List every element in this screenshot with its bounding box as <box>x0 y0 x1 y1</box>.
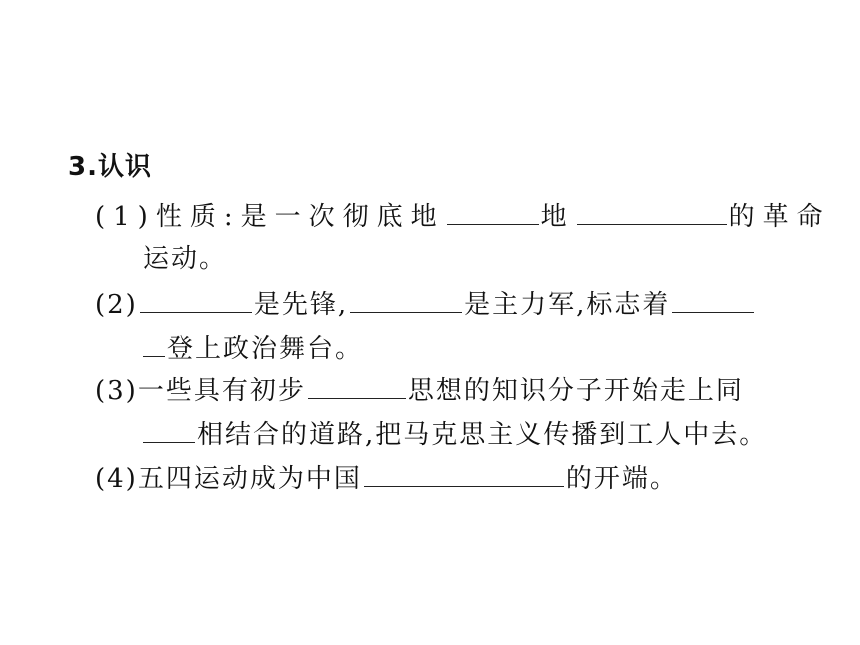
item-2-blank-3[interactable] <box>672 286 754 313</box>
item-3-blank-1[interactable] <box>308 372 406 399</box>
item-3-blank-2[interactable] <box>143 416 195 443</box>
item-1-line <box>95 198 831 234</box>
item-1-blank-2[interactable] <box>577 198 727 225</box>
item-1-blank-1[interactable] <box>447 198 539 225</box>
section-heading: 3.认识 <box>68 152 152 182</box>
item-2-blank-3-tail[interactable] <box>143 330 165 357</box>
item-3-line <box>95 372 744 408</box>
item-2-line <box>95 286 756 322</box>
item-2-text-a: 是先锋, <box>253 290 349 320</box>
item-3-text-a: 一些具有初步 <box>137 376 306 406</box>
item-3-continuation-line <box>143 416 767 452</box>
item-3-marker: (3) <box>95 376 138 406</box>
item-4-marker: (4) <box>95 464 138 494</box>
item-2-marker: (2) <box>95 290 138 320</box>
item-1-continuation: 运动。 <box>143 244 228 274</box>
item-1-continuation-line <box>143 242 227 276</box>
item-2-text-b: 是主力军,标志着 <box>464 290 671 320</box>
item-1-text-b: 地 <box>540 202 575 232</box>
item-1-marker: (1) <box>95 202 156 232</box>
item-4-blank-1[interactable] <box>364 460 564 487</box>
item-4-text-b: 的开端。 <box>565 464 678 494</box>
item-2-continuation: 登上政治舞台。 <box>167 334 364 364</box>
item-2-blank-1[interactable] <box>140 286 252 313</box>
item-2-blank-2[interactable] <box>350 286 462 313</box>
item-3-continuation: 相结合的道路,把马克思主义传播到工人中去。 <box>197 420 768 450</box>
item-3-text-b: 思想的知识分子开始走上同 <box>407 376 744 406</box>
item-2-continuation-line <box>143 330 363 366</box>
item-4-text-a: 五四运动成为中国 <box>137 464 362 494</box>
item-1-text-c: 的革命 <box>728 202 831 232</box>
item-1-text-a: 性质:是一次彻底地 <box>155 202 445 232</box>
item-4-line <box>95 460 678 496</box>
